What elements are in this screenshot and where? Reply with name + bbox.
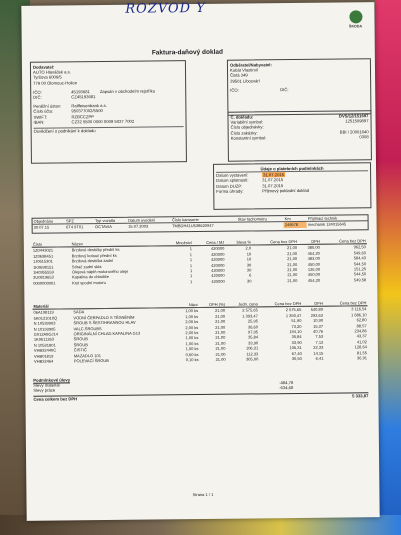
material-cell-unit: 97,05 — [247, 329, 259, 335]
material-cell-vat: 21,00 — [215, 335, 226, 341]
vehicle-header-vin: Číslo karoserie — [171, 217, 237, 224]
material-cell-net: 51,90 — [291, 318, 302, 324]
skoda-logo — [344, 10, 366, 28]
vehicle-info — [32, 214, 369, 234]
supplier-name: AUTO Hlaváček a.s. — [32, 69, 71, 75]
material-cell-qty: 1,00 ks — [185, 313, 199, 319]
customer-dic-label: DIČ: — [280, 86, 289, 92]
summary-block — [33, 374, 368, 401]
material-cell-total: 36,91 — [356, 355, 368, 361]
material-cell-net: 1 393,47 — [285, 312, 302, 318]
material-cell-name: ŠROUB — [73, 336, 88, 342]
material-cell-qty: 2,00 ks — [185, 330, 199, 336]
material-cell-name: POLEVACÍ ŠROUB — [73, 358, 109, 364]
parts-cell-price: 420000 — [211, 278, 225, 284]
material-col-vat-rate: DPH (%) — [199, 302, 226, 308]
parts-cell-name: Kapalina do chladiče — [71, 274, 109, 280]
parts-cell-name: Olejová náplň motorového oleje — [71, 268, 129, 275]
parts-cell-col6: 21,00 — [287, 256, 298, 262]
parts-cell-col7: 450,00 — [307, 261, 321, 267]
customer-name: Kubát Vlastimil — [229, 67, 258, 73]
vehicle-vin: TMBDH41U538620947 — [172, 223, 214, 229]
supplier-box — [30, 60, 187, 164]
parts-cell-total: 151,25 — [353, 266, 367, 272]
parts-cell-no: 0000000001 — [33, 280, 56, 286]
invoice-sheet — [21, 2, 379, 521]
parts-cell-qty: 1 — [189, 273, 193, 279]
vehicle-header-date: Datum uvedení — [127, 217, 171, 223]
parts-cell-col6: 21,00 — [287, 277, 298, 283]
document-info-box — [227, 110, 372, 162]
material-col-qty: Nácc — [176, 302, 199, 308]
parts-cell-col7: 454,20 — [307, 250, 320, 256]
vehicle-date: 15.07.2003 — [128, 223, 149, 230]
vehicle-km: 249578 — [284, 222, 307, 228]
bank-name: Raiffeisenbank a.s. — [71, 103, 107, 109]
parts-cell-col5: 30 — [246, 278, 252, 284]
material-cell-unit: 35,84 — [248, 334, 259, 340]
account-number: 950377002/5500 — [71, 108, 103, 114]
supplier-city: 779 00 Olomouc-Holice — [33, 79, 77, 86]
discount-labor-label: Slevy práce — [33, 387, 56, 394]
issue-date-label: Datum vystavení: — [216, 172, 249, 179]
material-cell-tax: 22,33 — [313, 344, 324, 351]
material-cell-net: 30,50 — [291, 356, 302, 362]
material-cell-total: 43,37 — [356, 333, 367, 339]
material-cell-unit: 112,33 — [246, 351, 259, 357]
vehicle-tacho — [237, 222, 284, 228]
constant-symbol: 0308 — [359, 134, 369, 140]
customer-ico-label: IČO: — [230, 87, 239, 93]
material-cell-vat: 21,00 — [215, 351, 226, 357]
logo-text: ŠKODA — [349, 24, 363, 29]
vehicle-header-km: Km — [284, 216, 307, 222]
job-number-label: Číslo zakázky: — [230, 130, 258, 136]
doc-number: DVS/12/151697 — [338, 113, 369, 119]
material-cell-unit: 305,00 — [246, 356, 259, 362]
material-cell-qty: 1,00 ks — [185, 335, 199, 341]
payment-form-label: Forma úhrady: — [216, 188, 244, 194]
parts-cell-no: 1J0615301 — [32, 258, 53, 264]
material-cell-total: 128,64 — [354, 344, 367, 350]
supplier-reg-text: Zapsán v obchodním rejstříku — [99, 88, 156, 94]
parts-cell-col5: 10 — [246, 251, 252, 257]
issue-date: 31.07.2015 — [263, 172, 285, 178]
material-cell-qty: 1,00 ks — [185, 340, 199, 347]
parts-cell-name: Stírač zadní skla — [71, 263, 102, 269]
material-cell-total: 62,80 — [356, 317, 367, 323]
material-cell-qty: 2,00 ks — [185, 319, 199, 325]
parts-cell-total: 549,60 — [353, 250, 366, 256]
material-cell-unit: 106,31 — [245, 345, 259, 351]
supplier-ico: 45193681 — [71, 88, 90, 95]
customer-header: Odběratel/Nabyvatel: — [229, 62, 272, 68]
iban-label: IBAN: — [33, 119, 45, 125]
material-cell-net: 2 575,65 — [285, 307, 302, 313]
material-cell-name: VALC.ŠROUBS — [73, 325, 102, 331]
material-cell-net: 67,40 — [291, 350, 302, 356]
material-cell-unit: 25,95 — [247, 318, 258, 324]
parts-cell-col6: 21,00 — [287, 250, 298, 256]
parts-col-qty: Množství — [164, 240, 193, 246]
material-col-net: Cena bez DPH — [259, 301, 303, 307]
parts-cell-total: 544,50 — [353, 260, 367, 267]
material-cell-vat: 21,00 — [215, 324, 226, 330]
material-cell-no: N 10531801 — [33, 342, 56, 348]
material-col-number: Materiál — [32, 303, 72, 309]
parts-cell-no: 1Z0698451 — [32, 253, 54, 259]
parts-cell-price: 420000 — [211, 267, 225, 273]
material-cell-total: 234,86 — [354, 328, 367, 334]
parts-cell-col7: 483,00 — [307, 255, 320, 262]
material-cell-tax: 14,15 — [313, 350, 324, 356]
material-cell-tax: 10,90 — [312, 317, 324, 324]
parts-cell-qty: 1 — [189, 262, 193, 268]
doc-number-label: Č. dokladu: — [230, 114, 254, 120]
parts-cell-total: 549,58 — [353, 277, 367, 283]
parts-col-total: Cena bez DPH — [321, 238, 367, 244]
material-cell-name: ŠROUB — [73, 342, 88, 348]
material-cell-no: 5K0121010Q — [33, 315, 58, 321]
parts-cell-no: 1K0698151 — [33, 264, 54, 270]
constant-symbol-label: Konstantní symbol: — [230, 135, 267, 141]
material-cell-qty: 0,10 ks — [185, 357, 199, 363]
handwritten-note: ROZVOD Y — [125, 0, 206, 17]
parts-cell-col7: 450,00 — [307, 272, 321, 278]
parts-cell-price: 420000 — [211, 262, 225, 268]
vehicle-header-type: Typ vozidla — [94, 218, 127, 224]
material-cell-vat: 21,00 — [215, 356, 226, 362]
parts-cell-total: 584,43 — [353, 255, 366, 261]
material-col-vat: DPH — [302, 301, 324, 307]
material-cell-tax: 6,41 — [315, 355, 324, 361]
swift-code: RZBCCZPP — [71, 113, 95, 119]
parts-cell-col5: 30 — [246, 262, 252, 268]
document-title: Faktura-daňový doklad — [151, 48, 224, 57]
material-cell-name: MAZADLO 101 — [73, 352, 101, 358]
swift-label: SWIFT: — [33, 114, 48, 120]
material-cell-no: VHB32464 — [34, 358, 54, 364]
material-cell-no: 1K0611263 — [33, 336, 55, 343]
parts-cell-total: 962,50 — [353, 244, 366, 250]
material-cell-name: SADA — [73, 309, 85, 315]
parts-cell-col6: 21,00 — [287, 267, 298, 273]
parts-cell-col7: 454,20 — [307, 277, 321, 283]
vehicle-spz: 6T4 9T01 — [66, 224, 84, 230]
customer-street: Čistá 349 — [230, 72, 248, 79]
material-cell-vat: 21,00 — [215, 318, 226, 325]
parts-col-net: Cena bez DPH — [252, 239, 298, 245]
vehicle-type: OCTAVIA — [94, 224, 112, 230]
material-cell-tax: 15,37 — [313, 323, 324, 329]
material-cell-name: ČISTIČ — [73, 347, 87, 353]
vehicle-ordered: 30.07.15 — [33, 224, 50, 231]
parts-col-vat: DPH — [298, 239, 321, 245]
parts-cell-name: Kryt spodní motoru — [72, 279, 106, 286]
supplier-street: Tyršova 6006/5 — [33, 74, 62, 81]
material-cell-no: G012A8GJ14 — [33, 331, 59, 337]
material-cell-vat: 21,00 — [215, 313, 226, 319]
duzp-date-label: Datum DUZP: — [216, 183, 243, 189]
parts-col-name: Název — [71, 240, 164, 247]
material-cell-no: 06A198119 — [33, 309, 54, 316]
vehicle-header-tacho: Stav tachometru — [237, 216, 284, 222]
material-cell-qty: 0,60 ks — [185, 351, 199, 357]
material-cell-no: N 10539903 — [33, 320, 56, 326]
supplier-note: Osvědčení o podnikání k dokladu — [34, 126, 184, 134]
parts-table — [32, 238, 367, 286]
parts-cell-price: 420000 — [211, 256, 225, 263]
vehicle-header-technician: Přijímací technik — [307, 215, 368, 222]
supplier-ico-label: IČO: — [33, 89, 42, 95]
parts-col-number: Číslo — [32, 241, 71, 247]
supplier-dic: CZ45193681 — [71, 94, 96, 100]
parts-cell-col5: 10 — [246, 256, 252, 262]
material-cell-net: 106,31 — [289, 345, 302, 351]
material-cell-net: 33,90 — [291, 339, 302, 345]
customer-box — [227, 58, 372, 116]
parts-cell-col6: 21,00 — [287, 261, 298, 267]
parts-cell-qty: 1 — [189, 246, 192, 252]
material-cell-total: 41,02 — [356, 339, 367, 345]
discount-labor: -634,68 — [279, 385, 294, 391]
material-cell-no: VHB01819 — [33, 353, 54, 359]
material-cell-unit: 2 575,65 — [242, 307, 258, 313]
material-cell-net: 35,84 — [291, 334, 302, 340]
job-number: BBI / 20001640 — [339, 128, 369, 135]
supplier-dic-label: DIČ: — [33, 94, 42, 100]
parts-cell-price: 420000 — [210, 246, 225, 252]
parts-cell-total: 544,50 — [353, 271, 367, 277]
customer-city: 39501 Libosvárí — [230, 77, 260, 84]
material-cell-tax: 540,89 — [310, 307, 323, 313]
order-number-label: Číslo objednávky: — [230, 124, 264, 131]
vehicle-header-spz: SPZ — [65, 218, 94, 224]
material-cell-unit: 36,60 — [247, 324, 258, 330]
parts-cell-qty: 1 — [189, 268, 193, 274]
material-cell-net: 73,20 — [291, 323, 302, 329]
parts-cell-col6: 21,00 — [286, 245, 298, 251]
parts-cell-qty: 1 — [190, 278, 193, 284]
parts-cell-no: 1H0955559 — [33, 269, 54, 275]
parts-cell-col7: 125,00 — [307, 266, 321, 272]
summary-header: Podmínkové úlevy — [33, 377, 71, 383]
material-cell-tax: 7,53 — [315, 334, 324, 340]
discount-material-label: Slevy materiál — [33, 382, 60, 388]
payment-box — [213, 162, 371, 210]
material-cell-qty: 1,00 ks — [185, 346, 199, 352]
parts-cell-col5: 6 — [249, 272, 252, 278]
material-cell-total: 81,55 — [356, 349, 367, 356]
material-cell-total: 88,57 — [356, 322, 367, 328]
total-value: 5 333,87 — [352, 392, 369, 399]
parts-cell-qty: 1 — [189, 251, 193, 257]
material-col-total: Cena bez DPH — [324, 300, 368, 306]
page-footer: Strana 1 / 1 — [192, 491, 214, 497]
parts-cell-price: 420000 — [211, 273, 225, 279]
parts-cell-col5: 30 — [246, 267, 252, 273]
parts-cell-no: 1Z0443021 — [32, 247, 54, 254]
parts-cell-name: Brzdové destičky přední ks — [71, 247, 120, 253]
discount-material: -484,78 — [279, 380, 294, 386]
payment-header: Údaje o platebních podmínkách — [216, 165, 368, 173]
bank-label: Peněžní ústav: — [33, 103, 62, 109]
parts-cell-col5: 2,0 — [245, 245, 252, 251]
total-label: Cena celkem bez DPH — [33, 395, 78, 402]
material-cell-qty: 2,00 ks — [185, 324, 199, 330]
duzp-date: 31.07.2015 — [262, 182, 284, 188]
parts-cell-col6: 21,00 — [287, 272, 298, 278]
due-date-label: Datum splatnosti: — [216, 177, 249, 184]
vehicle-header-ordered: Objednáno — [33, 218, 66, 224]
material-cell-vat: 21,00 — [215, 308, 226, 314]
supplier-header: Dodavatel: — [32, 64, 55, 70]
skoda-logo-icon — [349, 10, 362, 23]
parts-cell-col7: 380,00 — [307, 245, 320, 251]
due-date: 31.07.2015 — [262, 177, 284, 183]
material-cell-tax: 292,63 — [310, 312, 323, 318]
material-cell-tax: 40,76 — [313, 328, 324, 334]
material-cell-total: 3 116,54 — [351, 306, 367, 312]
parts-col-price: Cena / MJ — [193, 240, 225, 246]
parts-col-discount: Sleva % — [225, 239, 252, 245]
material-cell-unit: 33,90 — [248, 340, 259, 346]
material-cell-tax: 7,12 — [315, 339, 324, 345]
material-cell-no: N 10193905 — [33, 326, 56, 332]
material-cell-net: 194,10 — [289, 328, 302, 335]
parts-cell-no: 3U0819653 — [33, 274, 54, 281]
payment-form: Příjmový pokladní doklad — [262, 187, 310, 194]
parts-cell-price: 420000 — [211, 251, 225, 257]
material-cell-name: VODNÍ ČERPADLO S TĚSNĚNÍM — [73, 314, 135, 321]
material-cell-name: ORIGINÁLNÍ CHLAD.KAPALINA G13 — [73, 330, 141, 337]
material-cell-qty: 1,00 ks — [185, 308, 199, 314]
material-cell-vat: 21,00 — [215, 340, 226, 346]
parts-cell-qty: 1 — [189, 257, 193, 263]
material-cell-total: 1 686,10 — [350, 312, 367, 318]
material-cell-vat: 21,00 — [215, 345, 226, 352]
account-label: Číslo účtu: — [33, 108, 54, 115]
parts-cell-name: Brzdová destička zadní — [71, 258, 114, 264]
vehicle-technician: mechanik 124015645 — [307, 221, 347, 228]
material-table — [32, 300, 368, 364]
material-cell-no: VHB32440C — [33, 347, 57, 353]
material-cell-unit: 1 393,47 — [242, 313, 258, 319]
material-col-unit: Jedn. cena — [226, 301, 259, 307]
material-cell-vat: 21,00 — [215, 329, 226, 335]
variable-symbol-label: Variabilní symbol: — [230, 119, 264, 125]
material-cell-name: ŠROUB S ŠESTIHRANNOU HLAV — [73, 319, 136, 326]
parts-cell-name: Brzdový kotouč přední ks — [71, 252, 117, 259]
iban-code: CZ32 5500 0000 0009 5037 7002 — [71, 118, 135, 125]
variable-symbol: 1251509897 — [345, 118, 369, 124]
